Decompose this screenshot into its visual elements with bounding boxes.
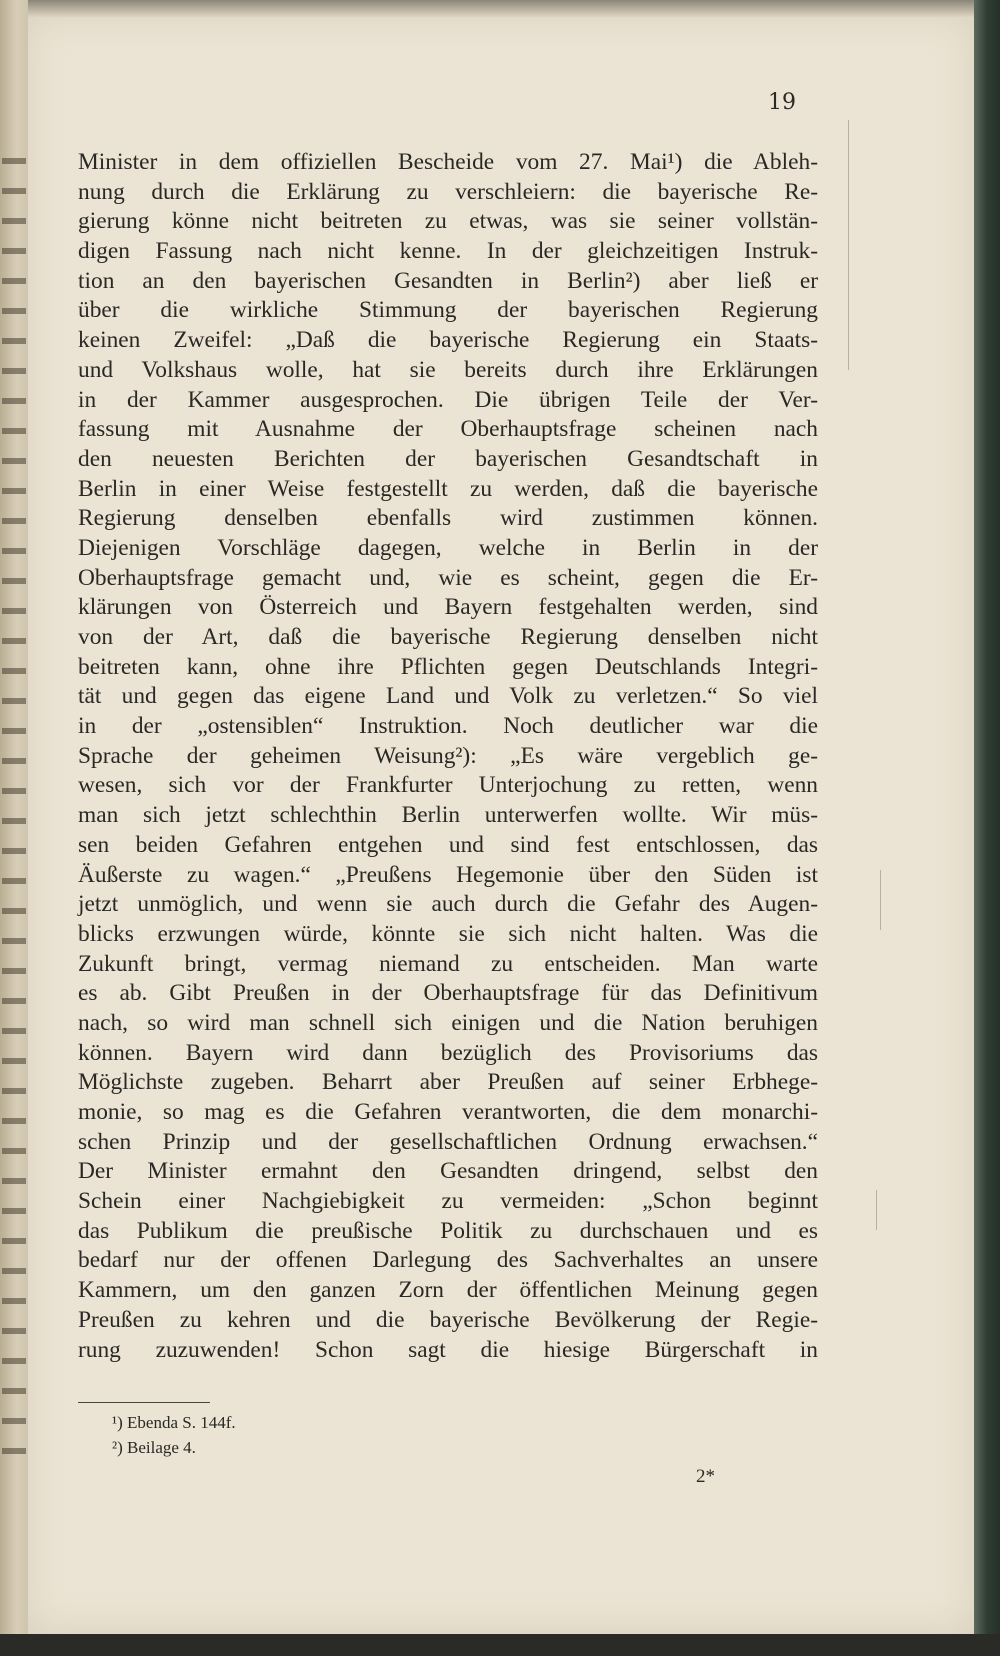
text-line: Möglichste zugeben. Beharrt aber Preußen auf seiner Erbhege- bbox=[78, 1069, 818, 1096]
text-line: Diejenigen Vorschläge dagegen, welche in Berlin in der bbox=[78, 534, 818, 561]
text-line: und Volkshaus wolle, hat sie bereits durch ihre Erklärungen bbox=[78, 356, 818, 383]
text-line: sen beiden Gefahren entgehen und sind fest entschlossen, das bbox=[78, 831, 818, 858]
text-line: fassung mit Ausnahme der Oberhauptsfrage scheinen nach bbox=[78, 416, 818, 443]
text-line: das Publikum die preußische Politik zu durchschauen und es bbox=[78, 1217, 818, 1244]
book-binding-edge bbox=[974, 0, 1000, 1656]
text-line: Schein einer Nachgiebigkeit zu vermeiden: „Schon beginnt bbox=[78, 1188, 818, 1215]
printer-signature: 2* bbox=[696, 1466, 715, 1487]
text-line: Oberhauptsfrage gemacht und, wie es scheint, gegen die Er- bbox=[78, 564, 818, 591]
text-line: den neuesten Berichten der bayerischen Gesandtschaft in bbox=[78, 445, 818, 472]
text-line: keinen Zweifel: „Daß die bayerische Regierung ein Staats- bbox=[78, 327, 818, 354]
pencil-margin-mark bbox=[876, 1190, 877, 1230]
text-line: rung zuzuwenden! Schon sagt die hiesige Bürgerschaft in bbox=[78, 1336, 818, 1363]
text-line: Kammern, um den ganzen Zorn der öffentlichen Meinung gegen bbox=[78, 1277, 818, 1304]
page-top-edge bbox=[0, 0, 1000, 18]
text-line: monie, so mag es die Gefahren verantworten, die dem monarchi- bbox=[78, 1099, 818, 1125]
text-line: tät und gegen das eigene Land und Volk zu verletzen.“ So viel bbox=[78, 683, 818, 710]
page-number: 19 bbox=[768, 90, 796, 115]
previous-page-text-fragments bbox=[2, 140, 26, 1460]
text-line: Preußen zu kehren und die bayerische Bevölkerung der Regie- bbox=[78, 1306, 818, 1333]
text-line: tion an den bayerischen Gesandten in Berlin²) aber ließ er bbox=[78, 267, 818, 294]
text-line: nach, so wird man schnell sich einigen und die Nation beruhigen bbox=[78, 1009, 818, 1036]
text-line: über die wirkliche Stimmung der bayerischen Regierung bbox=[78, 297, 818, 324]
text-line: digen Fassung nach nicht kenne. In der gleichzeitigen Instruk- bbox=[78, 238, 818, 265]
text-line: bedarf nur der offenen Darlegung des Sachverhaltes an unsere bbox=[78, 1247, 818, 1274]
text-line: gierung könne nicht beitreten zu etwas, was sie seiner vollstän- bbox=[78, 208, 818, 235]
footnotes bbox=[112, 1410, 236, 1460]
scan-bottom-edge bbox=[0, 1634, 1000, 1656]
pencil-margin-mark bbox=[880, 870, 881, 930]
text-line: blicks erzwungen würde, könnte sie sich nicht halten. Was die bbox=[78, 920, 818, 947]
text-line: es ab. Gibt Preußen in der Oberhauptsfrage für das Definitivum bbox=[78, 980, 818, 1007]
text-line: schen Prinzip und der gesellschaftlichen Ordnung erwachsen.“ bbox=[78, 1128, 818, 1155]
text-line: beitreten kann, ohne ihre Pflichten gegen Deutschlands Integri- bbox=[78, 653, 818, 680]
text-line: Berlin in einer Weise festgestellt zu werden, daß die bayerische bbox=[78, 475, 818, 502]
text-line: nung durch die Erklärung zu verschleiern: die bayerische Re- bbox=[78, 178, 818, 205]
text-line: wesen, sich vor der Frankfurter Unterjochung zu retten, wenn bbox=[78, 772, 818, 799]
text-line: in der „ostensiblen“ Instruktion. Noch deutlicher war die bbox=[78, 713, 818, 740]
footnote: ²) Beilage 4. bbox=[112, 1438, 196, 1457]
text-line: jetzt unmöglich, und wenn sie auch durch die Gefahr des Augen- bbox=[78, 891, 818, 918]
previous-page-strip bbox=[0, 0, 28, 1656]
footnote-rule bbox=[78, 1402, 210, 1403]
text-line: können. Bayern wird dann bezüglich des Provisoriums das bbox=[78, 1039, 818, 1066]
text-line: Sprache der geheimen Weisung²): „Es wäre vergeblich ge- bbox=[78, 742, 818, 769]
pencil-margin-mark bbox=[848, 120, 849, 370]
text-line: Minister in dem offiziellen Bescheide vom 27. Mai¹) die Ableh- bbox=[78, 149, 818, 175]
text-line: Der Minister ermahnt den Gesandten dringend, selbst den bbox=[78, 1158, 818, 1185]
footnote: ¹) Ebenda S. 144f. bbox=[112, 1413, 236, 1432]
body-text bbox=[78, 148, 818, 1365]
text-line: Zukunft bringt, vermag niemand zu entscheiden. Man warte bbox=[78, 950, 818, 977]
text-line: von der Art, daß die bayerische Regierung denselben nicht bbox=[78, 624, 818, 650]
text-line: Regierung denselben ebenfalls wird zustimmen können. bbox=[78, 505, 818, 532]
text-line: Äußerste zu wagen.“ „Preußens Hegemonie über den Süden ist bbox=[78, 861, 818, 888]
text-line: in der Kammer ausgesprochen. Die übrigen Teile der Ver- bbox=[78, 386, 818, 413]
text-line: klärungen von Österreich und Bayern festgehalten werden, sind bbox=[78, 594, 818, 621]
text-line: man sich jetzt schlechthin Berlin unterwerfen wollte. Wir müs- bbox=[78, 802, 818, 829]
